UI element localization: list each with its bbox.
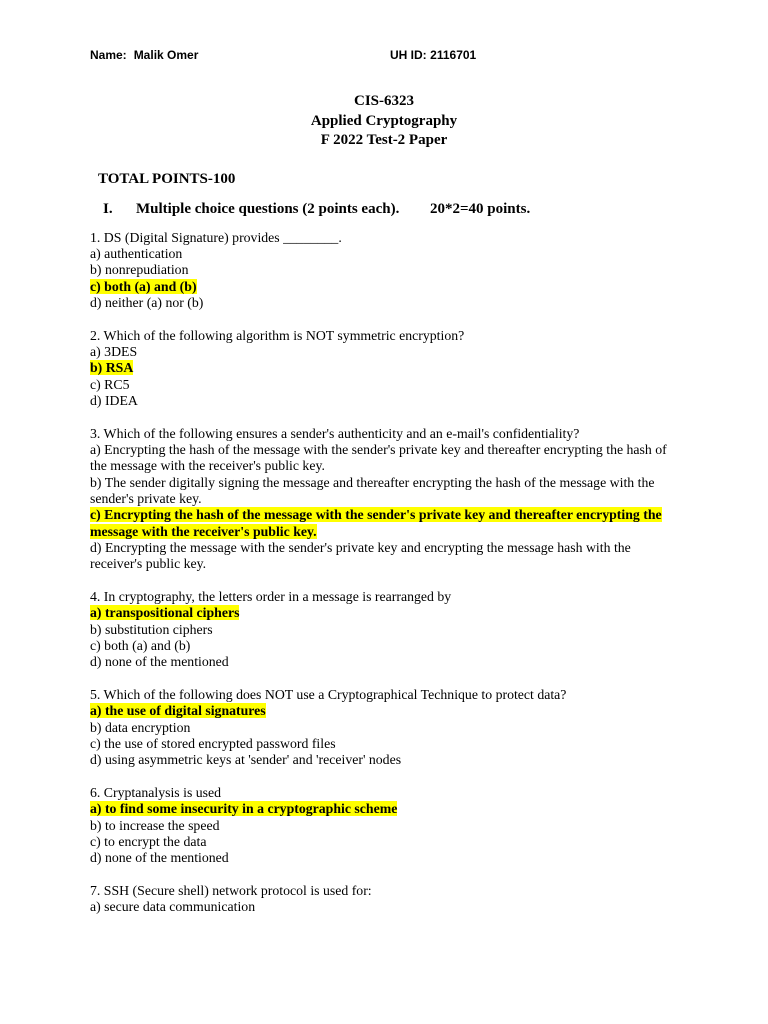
question-5-option-b (90, 720, 760, 736)
question-5-option-d (90, 752, 760, 768)
question-4-option-c (90, 638, 760, 654)
option-text: sender's private key. (90, 491, 202, 507)
question-3-option-a (90, 442, 760, 475)
question-6-option-b (90, 818, 760, 834)
question-6 (90, 785, 760, 867)
question-3-stem: 3. Which of the following ensures a sender's authenticity and an e-mail's confidentiality? (90, 425, 580, 441)
option-text: d) neither (a) nor (b) (90, 295, 204, 311)
section-points: 20*2=40 points. (430, 201, 531, 217)
option-line (90, 491, 760, 507)
question-1 (90, 230, 760, 312)
question-4-option-d (90, 654, 760, 670)
option-text: message with the receiver's public key. (90, 523, 317, 539)
section-title: Multiple choice questions (2 points each). (136, 201, 400, 217)
section-number: I. (103, 201, 113, 217)
question-1-stem: 1. DS (Digital Signature) provides ________. (90, 229, 342, 245)
question-2 (90, 328, 760, 410)
question-3-option-c (90, 507, 760, 540)
question-1-option-c (90, 279, 760, 295)
option-line (90, 458, 760, 474)
question-6-option-a (90, 801, 760, 817)
question-4-stem: 4. In cryptography, the letters order in a message is rearranged by (90, 589, 452, 605)
question-4 (90, 589, 760, 671)
option-line (90, 524, 760, 540)
option-text: b) RSA (90, 360, 134, 376)
section-heading (0, 200, 768, 218)
option-text: c) the use of stored encrypted password files (90, 735, 336, 751)
option-text: d) IDEA (90, 393, 138, 409)
option-text: the message with the receiver's public key. (90, 458, 325, 474)
option-text: receiver's public key. (90, 556, 207, 572)
question-7-stem: 7. SSH (Secure shell) network protocol is used for: (90, 882, 372, 898)
question-7-option-a (90, 899, 760, 915)
option-line (90, 475, 760, 491)
paper-title-block (0, 92, 768, 151)
option-line (90, 540, 760, 556)
question-6-option-c (90, 834, 760, 850)
option-text: a) secure data communication (90, 899, 256, 915)
question-2-option-a (90, 344, 760, 360)
question-5-option-a (90, 703, 760, 719)
student-name (90, 48, 198, 62)
option-text: a) to find some insecurity in a cryptographic scheme (90, 801, 398, 817)
option-text: b) to increase the speed (90, 817, 220, 833)
question-2-option-d (90, 393, 760, 409)
option-text: d) none of the mentioned (90, 654, 229, 670)
question-7 (90, 883, 760, 916)
question-3 (90, 426, 760, 573)
student-header (0, 48, 768, 62)
question-2-option-c (90, 377, 760, 393)
option-text: c) to encrypt the data (90, 833, 207, 849)
course-code: CIS-6323 (353, 93, 414, 109)
name-value: Malik Omer (133, 48, 199, 62)
question-2-stem: 2. Which of the following algorithm is NOT symmetric encryption? (90, 327, 465, 343)
option-text: d) Encrypting the message with the sender's private key and encrypting the message hash with the (90, 540, 631, 556)
question-5-option-c (90, 736, 760, 752)
option-line (90, 556, 760, 572)
option-text: b) The sender digitally signing the message and thereafter encrypting the hash of the message with the (90, 474, 655, 490)
id-value: 2116701 (430, 48, 477, 62)
option-text: b) nonrepudiation (90, 262, 189, 278)
question-3-option-b (90, 475, 760, 508)
question-2-option-b (90, 360, 760, 376)
question-5 (90, 687, 760, 769)
question-1-option-a (90, 246, 760, 262)
paper-title: F 2022 Test-2 Paper (320, 132, 448, 148)
option-text: a) authentication (90, 246, 183, 262)
option-text: a) the use of digital signatures (90, 703, 266, 719)
option-text: c) RC5 (90, 376, 130, 392)
total-points: TOTAL POINTS-100 (98, 171, 236, 187)
option-text: c) both (a) and (b) (90, 278, 197, 294)
option-text: c) Encrypting the hash of the message with the sender's private key and thereafter encrypting the (90, 507, 662, 523)
question-1-option-b (90, 262, 760, 278)
option-text: b) data encryption (90, 719, 191, 735)
question-4-option-b (90, 622, 760, 638)
question-1-option-d (90, 295, 760, 311)
question-6-stem: 6. Cryptanalysis is used (90, 784, 222, 800)
question-5-stem: 5. Which of the following does NOT use a Cryptographical Technique to protect data? (90, 686, 567, 702)
option-text: a) Encrypting the hash of the message with the sender's private key and thereafter encrypting the hash of (90, 442, 667, 458)
name-label: Name: (90, 48, 127, 62)
question-list (90, 230, 760, 932)
id-label: UH ID: (390, 48, 427, 62)
student-id (390, 48, 476, 62)
option-line (90, 442, 760, 458)
option-text: d) none of the mentioned (90, 850, 229, 866)
question-6-option-d (90, 850, 760, 866)
question-3-option-d (90, 540, 760, 573)
question-4-option-a (90, 605, 760, 621)
option-text: c) both (a) and (b) (90, 638, 191, 653)
option-text: a) 3DES (90, 344, 138, 360)
option-text: d) using asymmetric keys at 'sender' and 'receiver' nodes (90, 752, 402, 768)
course-name: Applied Cryptography (310, 112, 458, 129)
option-text: a) transpositional ciphers (90, 605, 240, 621)
option-text: b) substitution ciphers (90, 621, 213, 637)
option-line (90, 507, 760, 523)
